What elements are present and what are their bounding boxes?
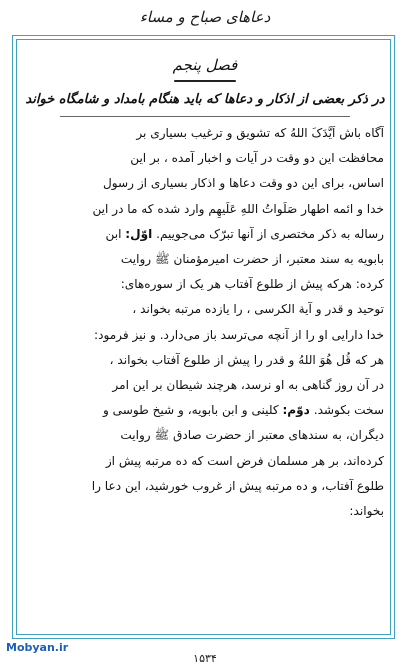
body-line: آگاه باش اَیَّدَکَ اللهُ که تشویق و ترغیب بسیاری بر	[136, 126, 384, 140]
body-line: طلوع آفتاب، و ده مرتبه پیش از غروب خورشید، این دعا را	[91, 478, 384, 493]
body-line: اساس، برای این دو وقت دعاها و اذکار بسیاری از رسول	[102, 176, 384, 191]
section-label: دوّم:	[282, 403, 310, 418]
page-number: ۱۵۳۴	[193, 652, 217, 665]
page-header-title: دعاهای صباح و مساء	[139, 8, 271, 26]
body-line: توحید و قدر و آیة الکرسی ، را یازده مرتبه بخواند ،	[132, 302, 384, 317]
body-line: بابویه به سند معتبر، از حضرت امیرمؤمنان ﷺ روایت	[120, 252, 384, 267]
body-line: خدا دارایی او را از آنچه می‌ترسد باز می‌دارد. و نیز فرمود:	[94, 327, 384, 342]
body-line: سخت بکوشد. دوّم: کلینی و ابن بابویه، و شیخ طوسی و	[102, 403, 384, 418]
body-line: رساله به ذکر مختصری از آنها تبرّک می‌جوییم. اوّل: ابن	[105, 226, 384, 241]
section-subtitle: در ذکر بعضی از اذکار و دعاها که باید هنگام بامداد و شامگاه خواند	[25, 92, 385, 107]
section-title: فصل پنجم	[172, 56, 238, 74]
body-line: خدا و ائمه اطهار صَلَواتُ اللهِ عَلَیهِم وارد شده که ما در این	[92, 201, 384, 216]
body-line: دیگران، به سندهای معتبر از حضرت صادق ﷺ روایت	[120, 428, 384, 443]
title-underline	[174, 80, 236, 82]
body-line: محافظت این دو وقت در آیات و اخبار آمده ، بر این	[130, 151, 384, 166]
body-line: بخواند:	[349, 504, 384, 519]
watermark-link[interactable]: Mobyan.ir	[6, 641, 69, 654]
body-text	[24, 121, 384, 524]
section-label: اوّل:	[125, 226, 153, 241]
body-line: هر که قُل هُوَ اللهُ و قدر را پیش از طلوع آفتاب بخواند ،	[109, 352, 384, 367]
body-line: در آن روز گناهی به او نرسد، هرچند شیطان بر این امر	[112, 378, 384, 393]
body-line: کرده‌اند، بر هر مسلمان فرض است که ده مرتبه پیش از	[105, 453, 384, 468]
body-line: کرده: هرکه پیش از طلوع آفتاب هر یک از سوره‌های:	[120, 277, 384, 292]
subtitle-underline	[60, 116, 350, 117]
